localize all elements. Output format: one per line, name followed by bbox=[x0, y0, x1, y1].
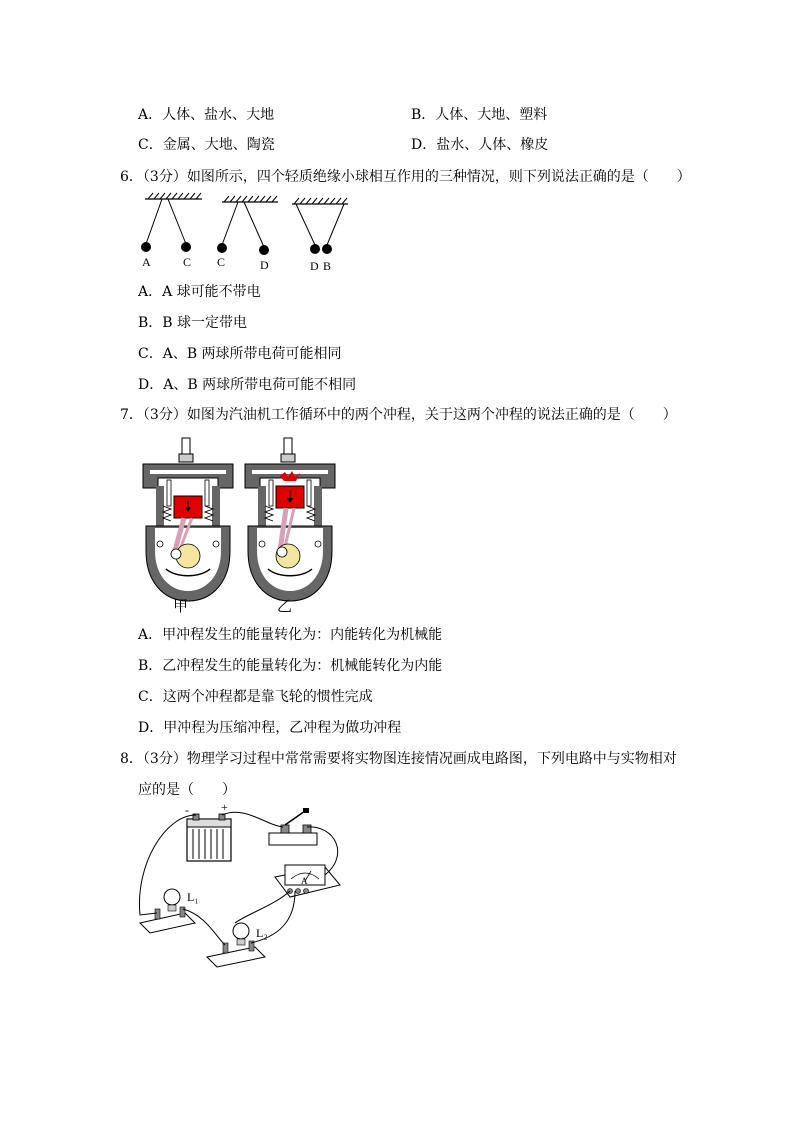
q8-stem-line-1: 8．（3分）物理学习过程中常常需要将实物图连接情况画成电路图，下列电路中与实物相对 bbox=[120, 751, 677, 767]
q7-option-d: D．甲冲程为压缩冲程，乙冲程为做功冲程 bbox=[138, 720, 402, 736]
q7-engine-figure-right bbox=[240, 436, 340, 611]
q7-stem: 7．（3分）如图为汽油机工作循环中的两个冲程，关于这两个冲程的说法正确的是（ ） bbox=[120, 407, 677, 423]
q6-option-d: D．A、B 两球所带电荷可能不相同 bbox=[138, 377, 357, 393]
label-yi: 乙 bbox=[277, 597, 293, 615]
q6-option-c: C．A、B 两球所带电荷可能相同 bbox=[138, 346, 342, 362]
q6-option-b: B．B 球一定带电 bbox=[138, 315, 248, 331]
q5-option-d: D．盐水、人体、橡皮 bbox=[411, 137, 549, 153]
label-c-2: C bbox=[217, 255, 226, 269]
q6-stem: 6．（3分）如图所示，四个轻质绝缘小球相互作用的三种情况，则下列说法正确的是（ ） bbox=[120, 169, 691, 185]
ball-c bbox=[181, 242, 191, 252]
battery-minus-label: - bbox=[185, 803, 189, 817]
label-d-2: D bbox=[310, 259, 319, 273]
label-c: C bbox=[183, 255, 192, 269]
q5-option-a: A．人体、盐水、大地 bbox=[138, 107, 275, 123]
q6-figure-suspended-balls bbox=[130, 190, 360, 280]
lamp-l1-label: L₁ bbox=[187, 890, 199, 904]
q6-option-a: A．A 球可能不带电 bbox=[138, 284, 261, 300]
battery-plus-label: + bbox=[221, 800, 228, 814]
ball-a bbox=[141, 242, 151, 252]
ball-d-2 bbox=[310, 244, 320, 254]
q5-option-b: B．人体、大地、塑料 bbox=[411, 107, 548, 123]
ball-c-2 bbox=[217, 243, 227, 253]
label-a: A bbox=[142, 255, 151, 269]
ammeter-label: A bbox=[301, 876, 308, 886]
q7-engine-figure-left bbox=[138, 436, 238, 611]
q7-option-c: C．这两个冲程都是靠飞轮的惯性完成 bbox=[138, 689, 373, 705]
q7-option-b: B．乙冲程发生的能量转化为：机械能转化为内能 bbox=[138, 658, 443, 674]
lamp-l2-label: L₂ bbox=[256, 926, 268, 940]
label-d: D bbox=[260, 258, 269, 272]
label-b: B bbox=[323, 259, 332, 273]
q7-option-a: A．甲冲程发生的能量转化为：内能转化为机械能 bbox=[138, 627, 443, 643]
q8-stem-line-2: 应的是（ ） bbox=[138, 782, 236, 798]
q8-circuit-figure bbox=[135, 800, 355, 970]
ball-d bbox=[259, 245, 269, 255]
q5-option-c: C．金属、大地、陶瓷 bbox=[138, 137, 275, 153]
ball-b bbox=[322, 244, 332, 254]
label-jia: 甲 bbox=[173, 597, 189, 615]
